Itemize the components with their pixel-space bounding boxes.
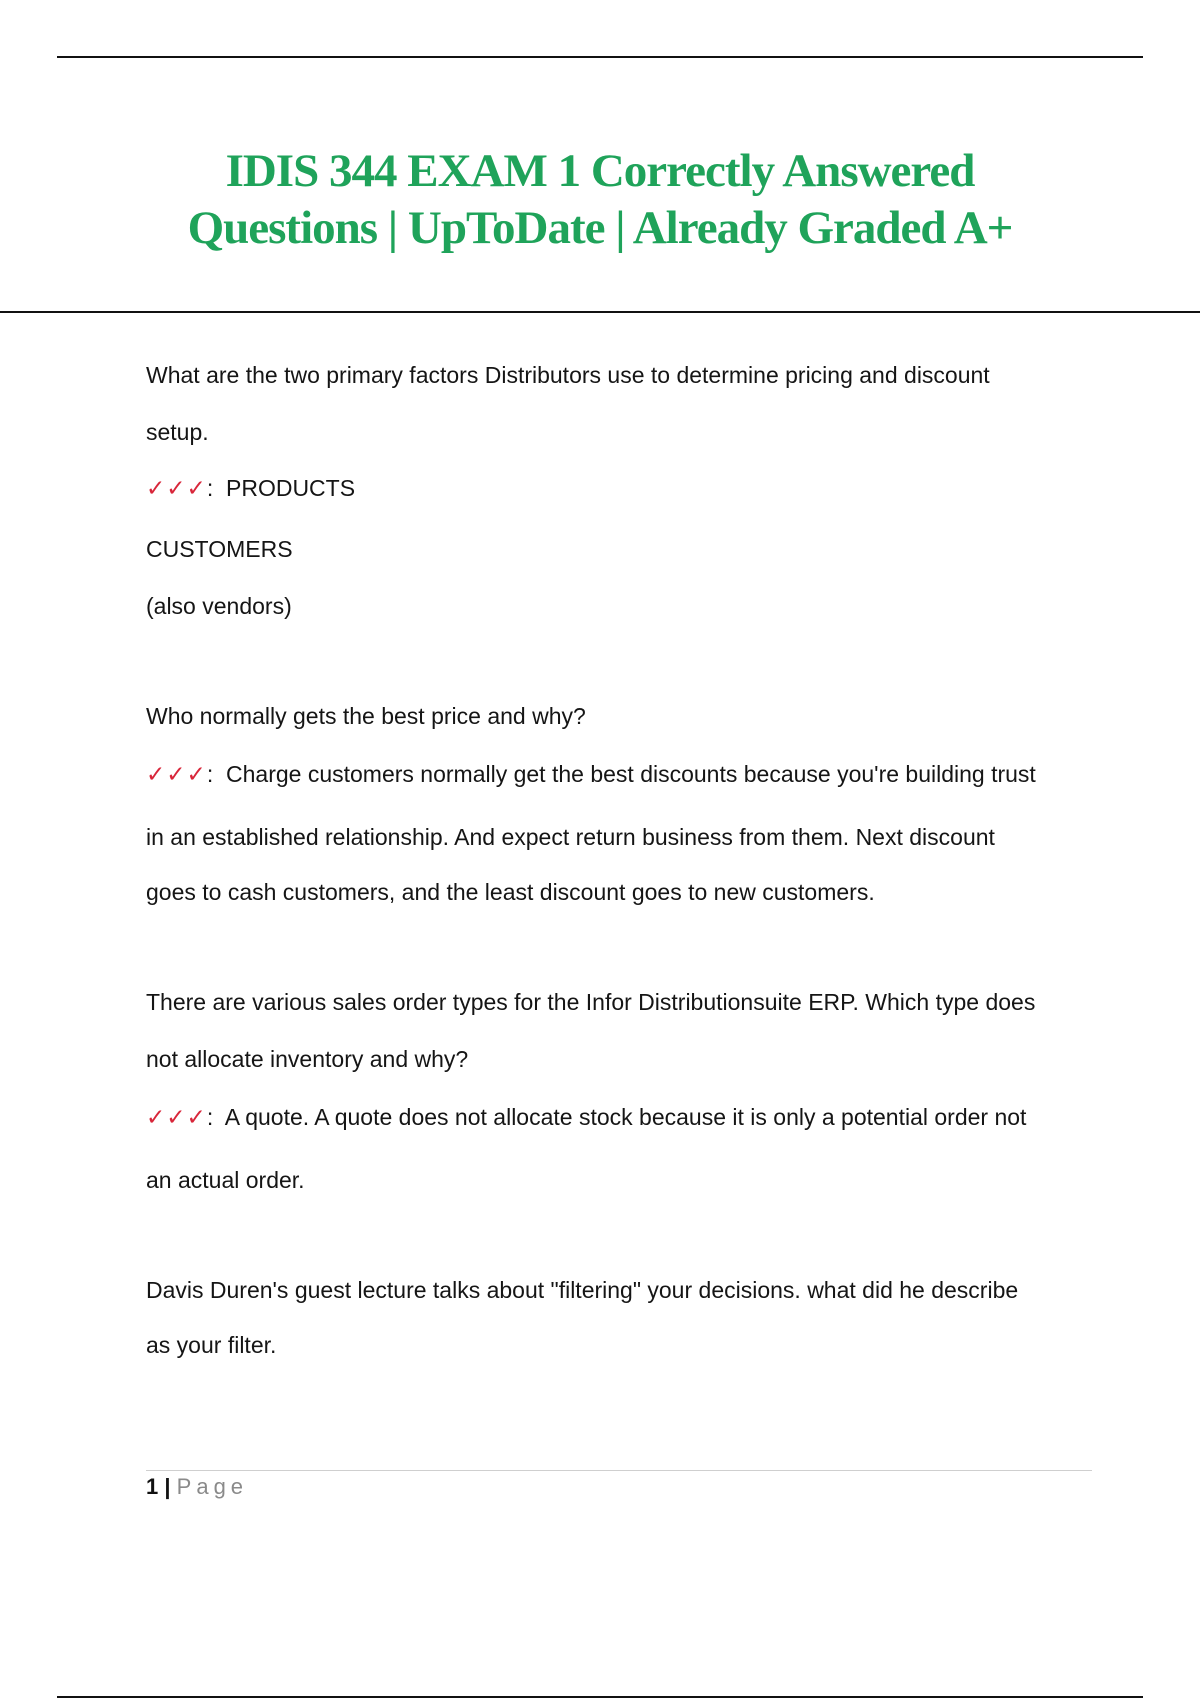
answer-1-line-1: ✓✓✓: PRODUCTS — [146, 475, 356, 501]
top-rule — [57, 56, 1143, 58]
check-icon: ✓✓✓ — [146, 475, 207, 501]
bottom-rule — [57, 1696, 1143, 1698]
title-line-1: IDIS 344 EXAM 1 Correctly Answered — [225, 145, 975, 197]
answer-3-text: A quote. A quote does not allocate stock because it is only a potential order not — [224, 1104, 1027, 1130]
answer-2-line-3: goes to cash customers, and the least discount goes to new customers. — [146, 879, 875, 905]
question-3-line-2: not allocate inventory and why? — [146, 1046, 469, 1072]
question-4-line-2: as your filter. — [146, 1332, 277, 1358]
question-4-line-1: Davis Duren's guest lecture talks about "filtering" your decisions. what did he describe — [146, 1277, 1019, 1303]
document-title — [60, 143, 1140, 257]
answer-1-line-3: (also vendors) — [146, 593, 292, 619]
question-1-line-1: What are the two primary factors Distributors use to determine pricing and discount — [146, 362, 990, 388]
footer-rule — [146, 1470, 1092, 1471]
header-rule — [0, 311, 1200, 313]
answer-2-line-2: in an established relationship. And expect return business from them. Next discount — [146, 824, 995, 850]
page-label: Page — [176, 1474, 249, 1499]
page-number: 1 — [146, 1474, 159, 1499]
qa-content — [146, 362, 1096, 1372]
footer-separator: | — [164, 1474, 171, 1499]
check-icon: ✓✓✓ — [146, 1104, 207, 1130]
title-line-2: Questions | UpToDate | Already Graded A+ — [187, 202, 1013, 254]
question-1-line-2: setup. — [146, 419, 209, 445]
answer-2-line-1: ✓✓✓: Charge customers normally get the best discounts because you're building trust — [146, 761, 1036, 787]
question-2-line-1: Who normally gets the best price and why? — [146, 703, 586, 729]
answer-1-line-2: CUSTOMERS — [146, 536, 293, 562]
question-3-line-1: There are various sales order types for the Infor Distributionsuite ERP. Which type does — [146, 989, 1036, 1015]
answer-3-line-2: an actual order. — [146, 1167, 305, 1193]
answer-3-line-1: ✓✓✓: A quote. A quote does not allocate stock because it is only a potential order not — [146, 1104, 1027, 1130]
check-icon: ✓✓✓ — [146, 761, 207, 787]
answer-2-text: Charge customers normally get the best discounts because you're building trust — [226, 761, 1036, 787]
page-footer — [146, 1474, 248, 1500]
answer-1-text: PRODUCTS — [226, 475, 356, 501]
